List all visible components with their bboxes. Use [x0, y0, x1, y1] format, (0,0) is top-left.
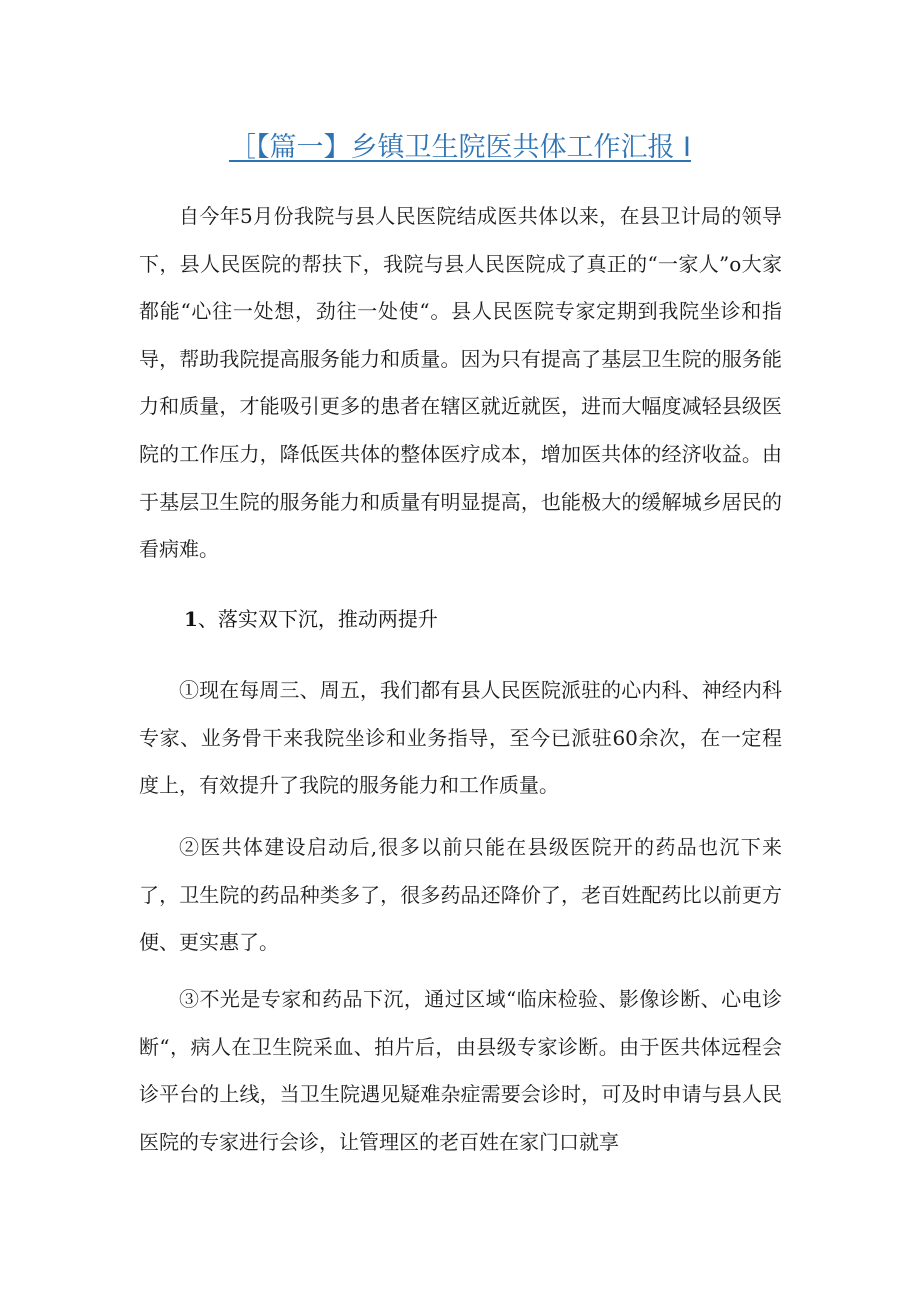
- item-paragraph-1: ①现在每周三、周五，我们都有县人民医院派驻的心内科、神经内科专家、业务骨干来我院坐诊和业务指导，至今已派驻60余次，在一定程度上，有效提升了我院的服务能力和工作质量。: [139, 678, 782, 798]
- section-heading: [184, 599, 784, 639]
- intro-paragraph: 自今年5月份我院与县人民医院结成医共体以来，在县卫计局的领导下，县人民医院的帮扶下，我院与县人民医院成了真正的“一家人”o大家都能“心往一处想，劲往一处使“。县人民医院专家定期到我院坐诊和指导，帮助我院提高服务能力和质量。因为只有提高了基层卫生院的服务能力和质量，才能吸引更多的患者在辖区就近就医，进而大幅度减轻县级医院的工作压力，降低医共体的整体医疗成本，增加医共体的经济收益。由于基层卫生院的服务能力和质量有明显提高，也能极大的缓解城乡居民的看病难。: [139, 204, 782, 562]
- item-paragraph-3: ③不光是专家和药品下沉，通过区域“临床检验、影像诊断、心电诊断“，病人在卫生院采血、拍片后，由县级专家诊断。由于医共体远程会诊平台的上线，当卫生院遇见疑难杂症需要会诊时，可及时申请与县人民医院的专家进行会诊，让管理区的老百姓在家门口就享: [139, 987, 782, 1154]
- document-title-text: ［【篇一】乡镇卫生院医共体工作汇报 I: [228, 132, 692, 163]
- item-paragraph-2: ②医共体建设启动后,很多以前只能在县级医院开的药品也沉下来了，卫生院的药品种类多了，很多药品还降价了，老百姓配药比以前更方便、更实惠了。: [139, 835, 782, 955]
- section-heading-text: 、落实双下沉，推动两提升: [197, 607, 438, 631]
- document-title: [0, 128, 920, 168]
- section-number: 1: [184, 607, 198, 631]
